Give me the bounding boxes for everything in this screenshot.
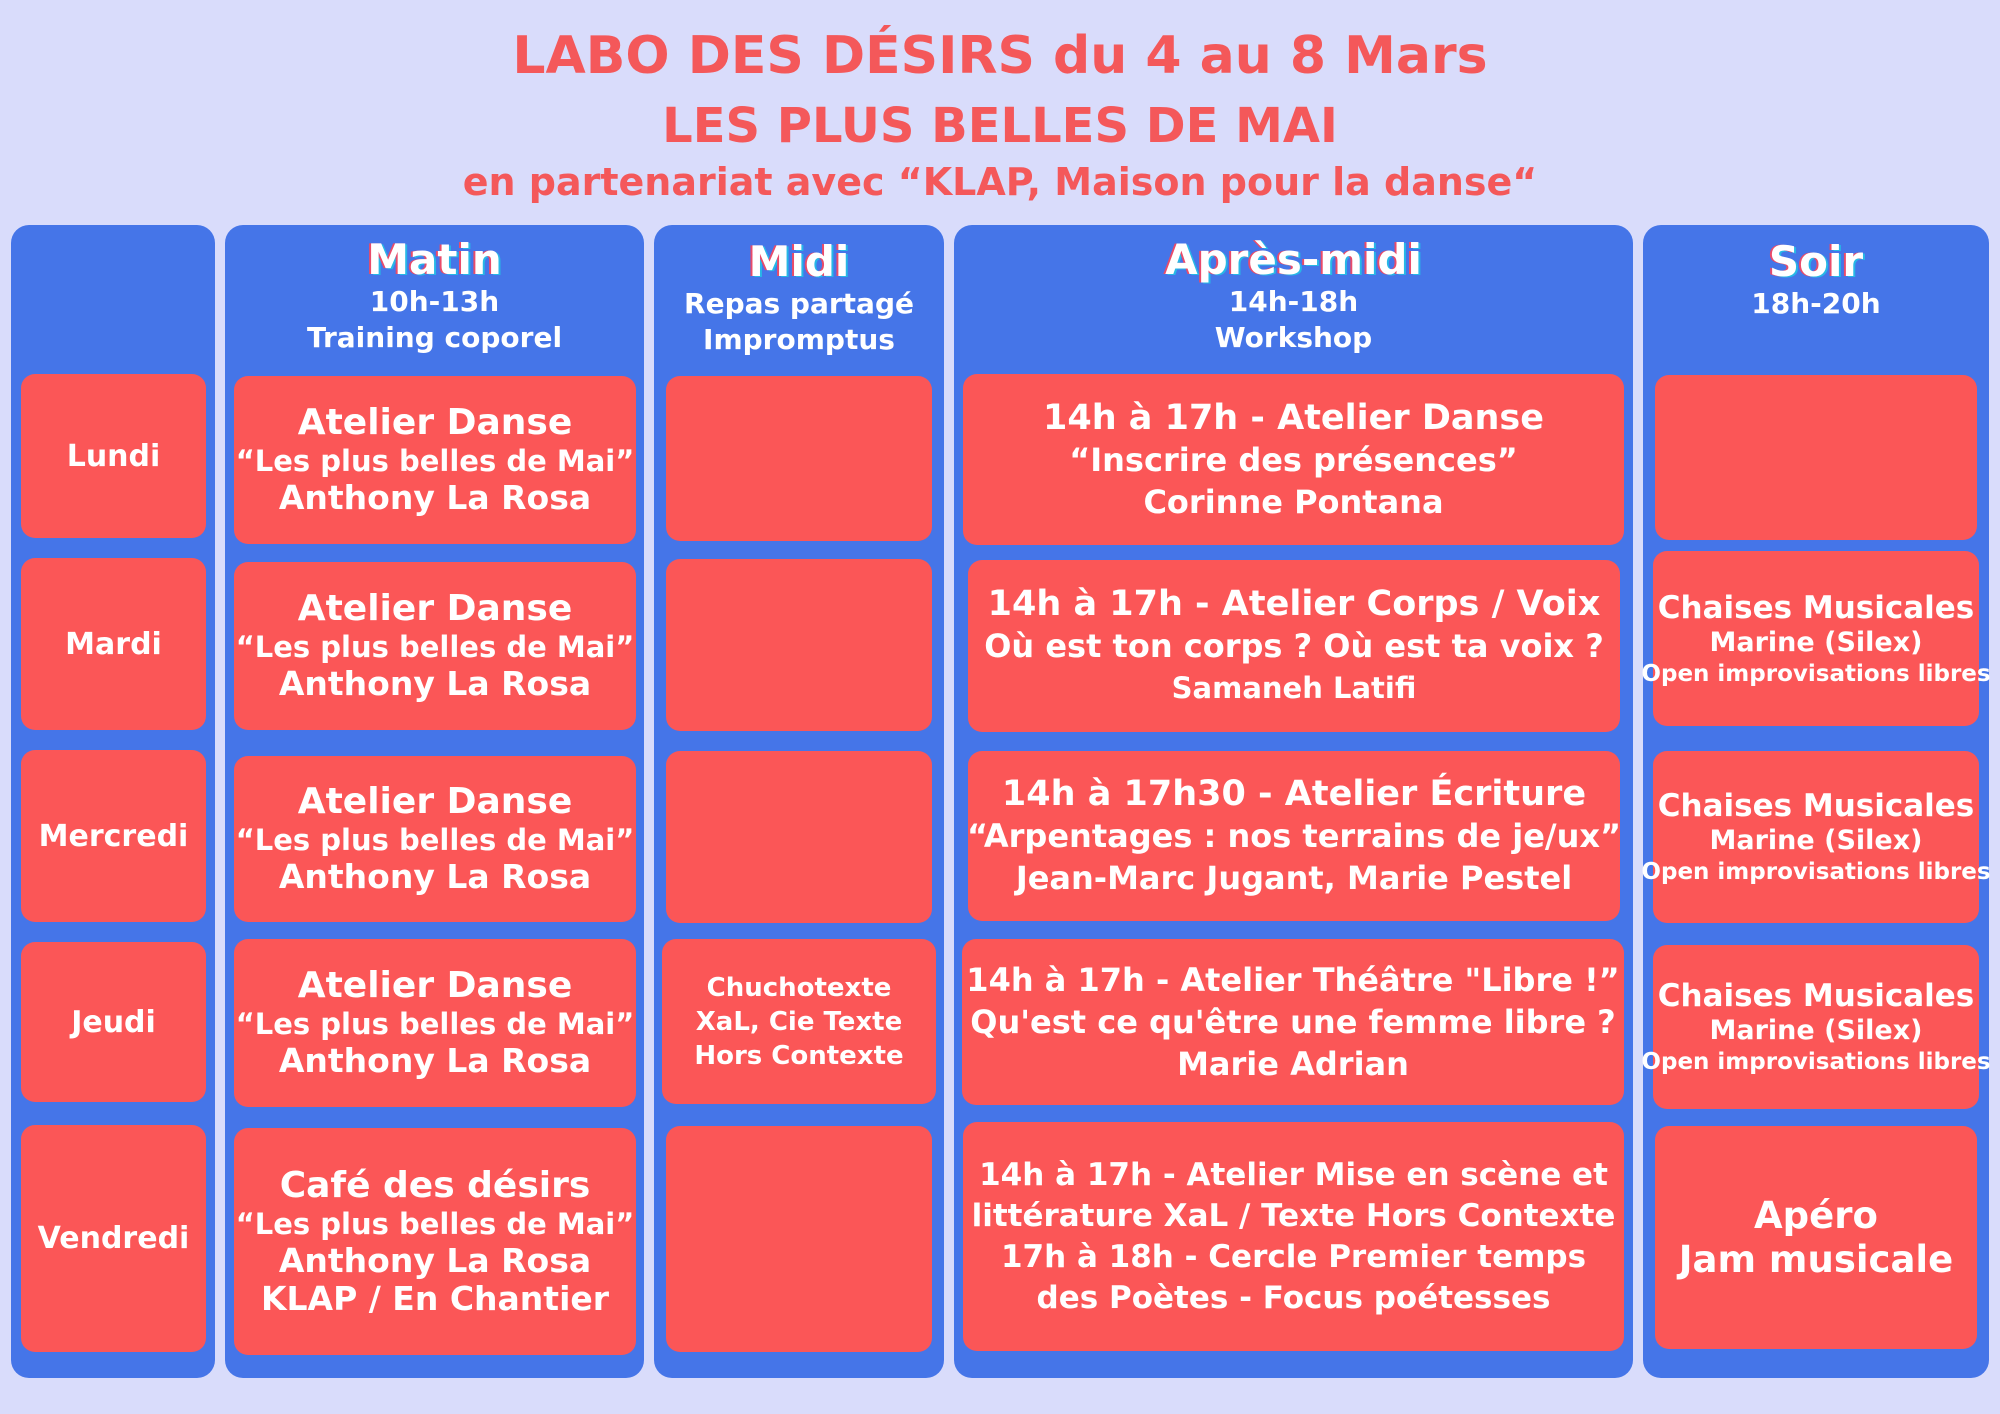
midi-line2: Impromptus (703, 323, 895, 356)
day-column (11, 225, 215, 1378)
matin-cell-vendredi: Café des désirs “Les plus belles de Mai” Anthony La Rosa KLAP / En Chantier (234, 1128, 636, 1355)
soir-header (1643, 237, 1989, 322)
apresmidi-time: 14h-18h (1228, 285, 1359, 318)
page-title: LABO DES DÉSIRS du 4 au 8 Mars (512, 26, 1488, 86)
apresmidi-title: Après-midi (1165, 235, 1422, 284)
midi-cell-vendredi (666, 1126, 932, 1352)
day-label-vendredi: Vendredi (21, 1125, 206, 1352)
midi-cell-mardi (666, 559, 932, 731)
matin-time: 10h-13h (369, 285, 500, 318)
matin-column (225, 225, 644, 1378)
matin-header (225, 235, 644, 356)
apresmidi-cell-jeudi: 14h à 17h - Atelier Théâtre "Libre !” Qu'est ce qu'être une femme libre ? Marie Adrian (962, 939, 1624, 1105)
soir-cell-mardi: Chaises Musicales Marine (Silex) Open improvisations libres (1653, 551, 1979, 726)
soir-cell-lundi (1655, 375, 1977, 540)
matin-cell-jeudi: Atelier Danse “Les plus belles de Mai” Anthony La Rosa (234, 939, 636, 1107)
day-label-jeudi: Jeudi (21, 942, 206, 1102)
soir-time: 18h-20h (1751, 287, 1881, 320)
apresmidi-cell-mercredi: 14h à 17h30 - Atelier Écriture “Arpentages : nos terrains de je/ux” Jean-Marc Jugant, Marie Pestel (968, 751, 1620, 921)
apresmidi-cell-mardi: 14h à 17h - Atelier Corps / Voix Où est ton corps ? Où est ta voix ? Samaneh Latifi (968, 560, 1620, 732)
apresmidi-cell-lundi: 14h à 17h - Atelier Danse “Inscrire des présences” Corinne Pontana (963, 374, 1624, 545)
apresmidi-header (954, 235, 1633, 356)
matin-cell-mardi: Atelier Danse “Les plus belles de Mai” Anthony La Rosa (234, 562, 636, 730)
page-subtitle: LES PLUS BELLES DE MAI (662, 98, 1338, 154)
soir-cell-mercredi: Chaises Musicales Marine (Silex) Open improvisations libres (1653, 751, 1979, 923)
soir-title: Soir (1768, 237, 1864, 286)
matin-cell-mercredi: Atelier Danse “Les plus belles de Mai” Anthony La Rosa (234, 756, 636, 922)
matin-subtitle: Training coporel (306, 321, 563, 354)
day-label-lundi: Lundi (21, 374, 206, 538)
midi-title: Midi (748, 237, 850, 286)
apresmidi-subtitle: Workshop (1214, 321, 1373, 354)
soir-column (1643, 225, 1989, 1378)
midi-cell-lundi (666, 376, 932, 541)
midi-cell-jeudi: Chuchotexte XaL, Cie Texte Hors Contexte (662, 939, 936, 1104)
day-label-mercredi: Mercredi (21, 750, 206, 922)
matin-title: Matin (367, 235, 502, 284)
apresmidi-cell-vendredi: 14h à 17h - Atelier Mise en scène et littérature XaL / Texte Hors Contexte 17h à 18h - Cercle Premier temps des Poètes - Focus poétesses (963, 1122, 1624, 1351)
partnership-line: en partenariat avec “KLAP, Maison pour la danse“ (462, 160, 1538, 204)
soir-cell-jeudi: Chaises Musicales Marine (Silex) Open improvisations libres (1653, 945, 1979, 1109)
matin-cell-lundi: Atelier Danse “Les plus belles de Mai” Anthony La Rosa (234, 376, 636, 544)
midi-cell-mercredi (666, 751, 932, 923)
midi-header (654, 237, 944, 358)
midi-line1: Repas partagé (684, 287, 914, 320)
soir-cell-vendredi: Apéro Jam musicale (1655, 1126, 1977, 1349)
day-label-mardi: Mardi (21, 558, 206, 730)
midi-column (654, 225, 944, 1378)
apresmidi-column (954, 225, 1633, 1378)
